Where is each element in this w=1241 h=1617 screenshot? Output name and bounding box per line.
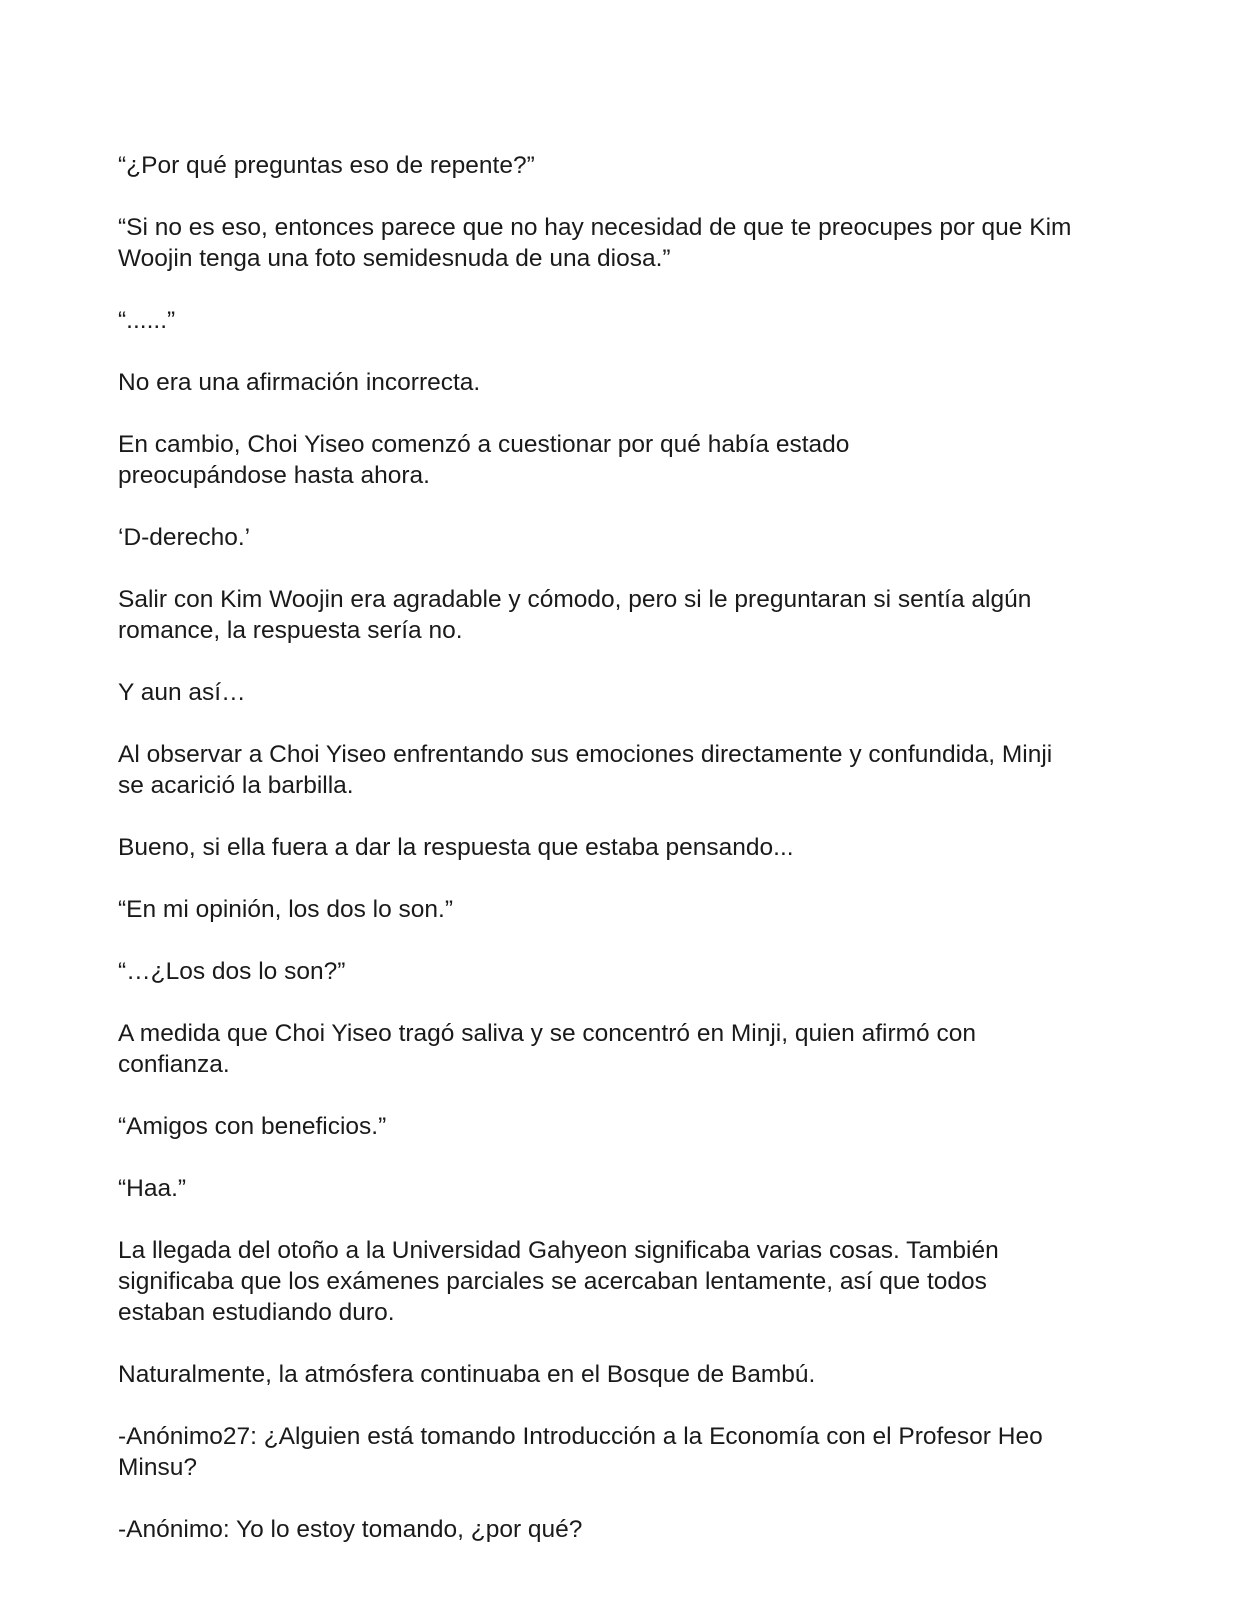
paragraph-13: A medida que Choi Yiseo tragó saliva y se concentró en Minji, quien afirmó con confianza. xyxy=(118,1020,976,1078)
paragraph-6: ‘D-derecho.’ xyxy=(118,524,251,551)
paragraph-10: Bueno, si ella fuera a dar la respuesta que estaba pensando... xyxy=(118,834,794,861)
paragraph-19: -Anónimo: Yo lo estoy tomando, ¿por qué? xyxy=(118,1516,583,1543)
paragraph-4: No era una afirmación incorrecta. xyxy=(118,369,481,396)
paragraph-1: “¿Por qué preguntas eso de repente?” xyxy=(118,152,535,179)
paragraph-5: En cambio, Choi Yiseo comenzó a cuestionar por qué había estado preocupándose hasta ahora. xyxy=(118,431,850,489)
paragraph-17: Naturalmente, la atmósfera continuaba en el Bosque de Bambú. xyxy=(118,1361,816,1388)
paragraph-15: “Haa.” xyxy=(118,1175,187,1202)
paragraph-7: Salir con Kim Woojin era agradable y cómodo, pero si le preguntaran si sentía algún romance, la respuesta sería no. xyxy=(118,586,1032,644)
paragraph-11: “En mi opinión, los dos lo son.” xyxy=(118,896,453,923)
paragraph-9: Al observar a Choi Yiseo enfrentando sus emociones directamente y confundida, Minji se acarició la barbilla. xyxy=(118,741,1053,799)
paragraph-12: “…¿Los dos lo son?” xyxy=(118,958,346,985)
paragraph-2: “Si no es eso, entonces parece que no hay necesidad de que te preocupes por que Kim Woojin tenga una foto semidesnuda de una diosa.” xyxy=(118,214,1072,272)
paragraph-3: “......” xyxy=(118,307,176,334)
document-body xyxy=(118,150,1128,1576)
paragraph-14: “Amigos con beneficios.” xyxy=(118,1113,387,1140)
paragraph-18: -Anónimo27: ¿Alguien está tomando Introducción a la Economía con el Profesor Heo Minsu? xyxy=(118,1423,1043,1481)
paragraph-16: La llegada del otoño a la Universidad Gahyeon significaba varias cosas. También significaba que los exámenes parciales se acercaban lentamente, así que todos estaban estudiando duro. xyxy=(118,1237,999,1326)
paragraph-8: Y aun así… xyxy=(118,679,246,706)
